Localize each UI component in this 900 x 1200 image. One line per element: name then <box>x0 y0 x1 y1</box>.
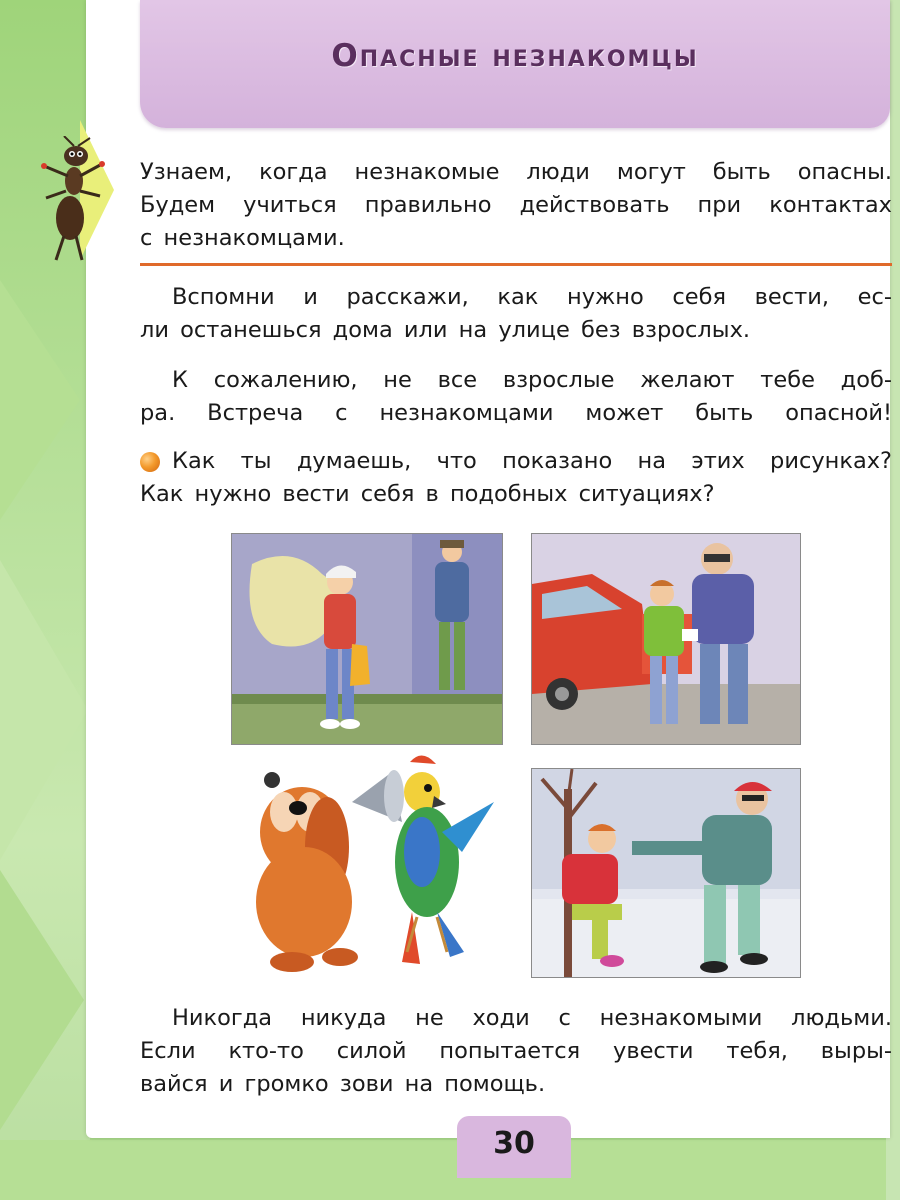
page-number: 30 <box>493 1126 535 1161</box>
paragraph-line: К сожалению, не все взрослые желают тебе доб- <box>172 367 892 393</box>
bottom-margin-decoration <box>0 1140 900 1200</box>
leaf-decoration <box>0 280 80 520</box>
conclusion-line: Если кто-то силой попытается увести тебя, выры- <box>140 1038 892 1064</box>
intro-line: Узнаем, когда незнакомые люди могут быть опасны. <box>140 159 892 185</box>
question-line: Как ты думаешь, что показано на этих рисунках? <box>172 448 892 474</box>
intro-line: Будем учиться правильно действовать при контактах <box>140 192 892 218</box>
section-divider <box>140 263 892 266</box>
intro-line: с незнакомцами. <box>140 225 345 251</box>
illustration-boy-and-stranger <box>231 533 503 745</box>
lesson-intro <box>140 156 892 255</box>
paragraph-warning <box>140 364 892 430</box>
paragraph-line: ли останешься дома или на улице без взрослых. <box>140 317 751 343</box>
paragraph-line: ра. Встреча с незнакомцами может быть опасной! <box>140 400 892 426</box>
question-text <box>140 445 892 511</box>
leaf-decoration <box>0 870 84 1130</box>
conclusion-text <box>140 1002 892 1101</box>
paragraph-line: Вспомни и расскажи, как нужно себя вести, ес- <box>172 284 892 310</box>
page-title: Опасные незнакомцы <box>331 38 699 74</box>
paragraph-recall <box>140 281 892 347</box>
conclusion-line: вайся и громко зови на помощь. <box>140 1071 546 1097</box>
conclusion-line: Никогда никуда не ходи с незнакомыми людьми. <box>172 1005 892 1031</box>
illustration-dog-and-parrot <box>232 752 504 978</box>
illustration-car-lure <box>531 533 801 745</box>
ant-mascot-icon <box>34 136 114 266</box>
leaf-decoration <box>0 560 88 860</box>
question-line: Как нужно вести себя в подобных ситуациях? <box>140 481 715 507</box>
illustration-boy-resisting <box>531 768 801 978</box>
